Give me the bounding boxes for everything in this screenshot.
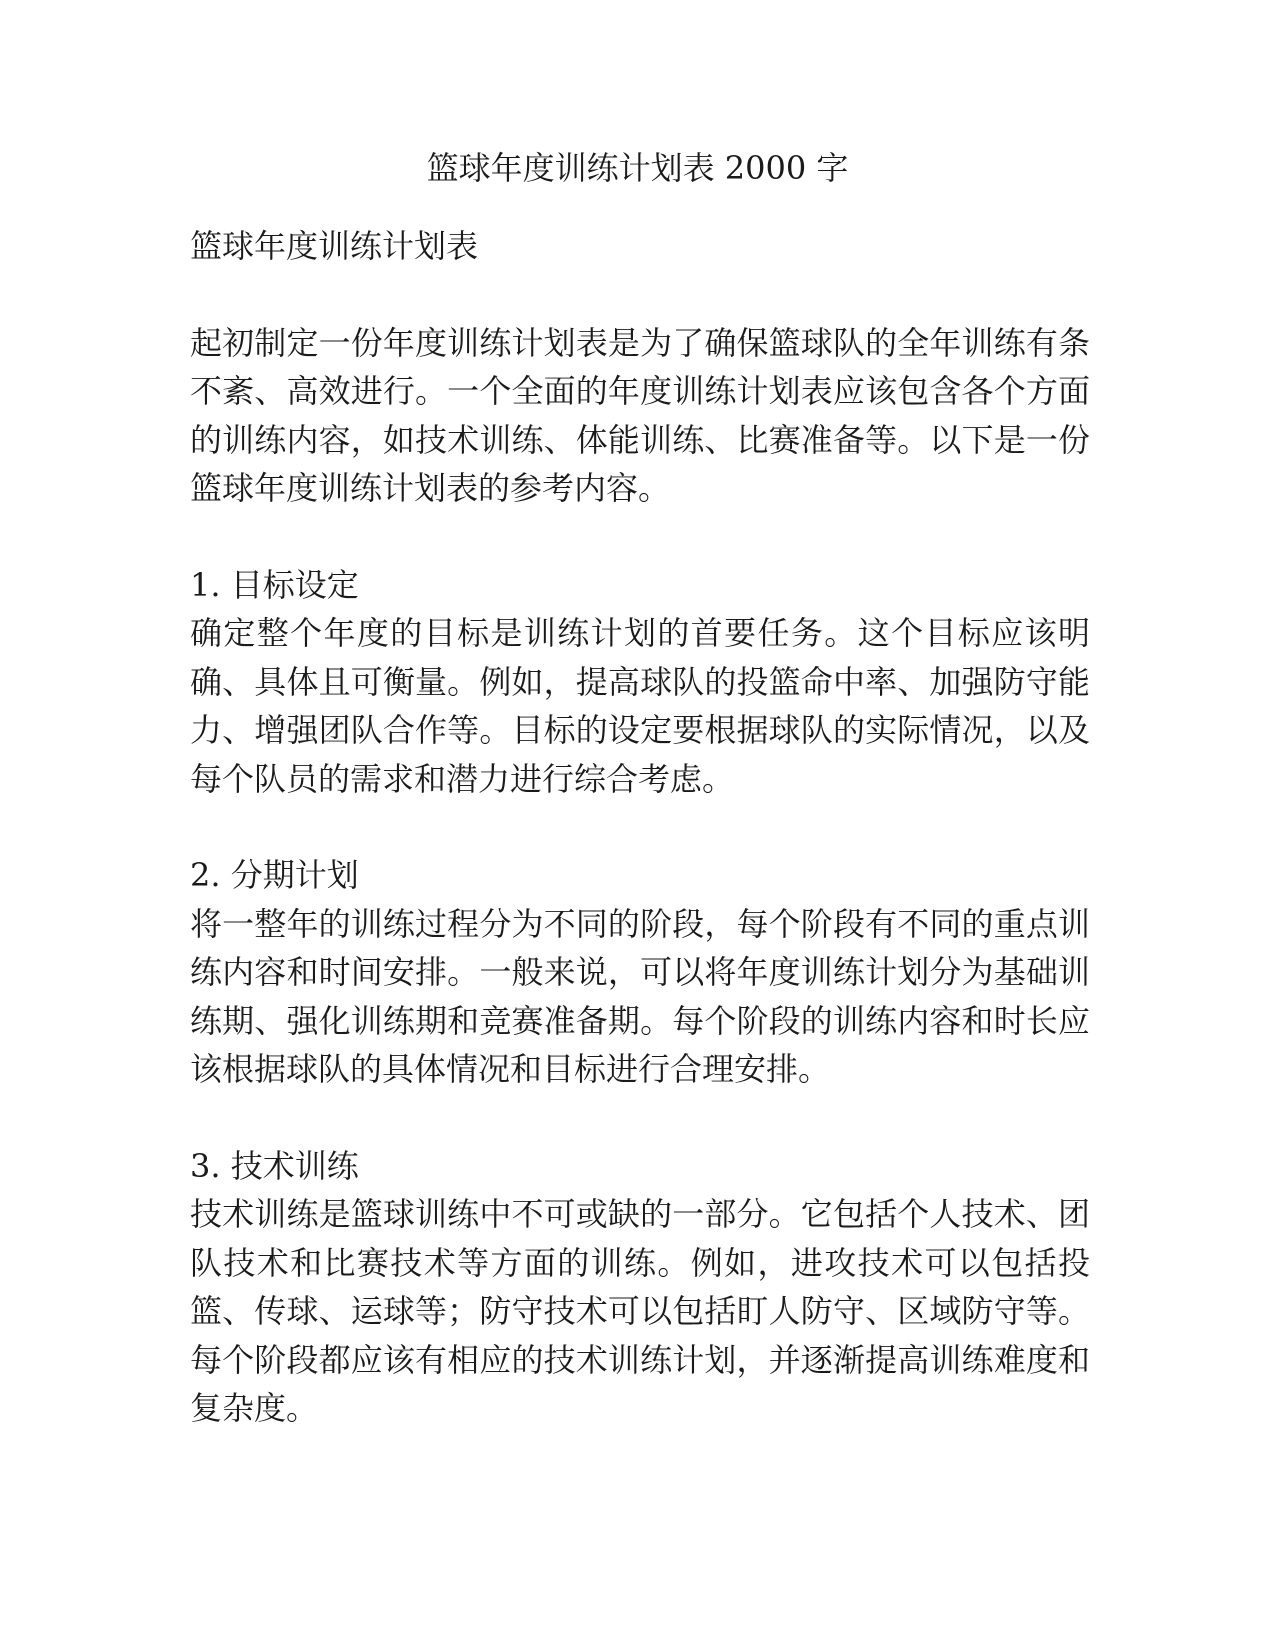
section-paragraph: 技术训练是篮球训练中不可或缺的一部分。它包括个人技术、团队技术和比赛技术等方面的训练。例如，进攻技术可以包括投篮、传球、运球等；防守技术可以包括盯人防守、区域防守等。每个阶段都应该有相应的技术训练计划，并逐渐提高训练难度和复杂度。: [190, 1195, 1090, 1427]
section-heading: 1. 目标设定: [190, 565, 359, 604]
document-title: 篮球年度训练计划表 2000 字: [426, 149, 849, 187]
section-paragraph: 确定整个年度的目标是训练计划的首要任务。这个目标应该明确、具体且可衡量。例如，提高球队的投篮命中率、加强防守能力、增强团队合作等。目标的设定要根据球队的实际情况，以及每个队员的需求和潜力进行综合考虑。: [190, 614, 1090, 798]
section-technical-training: [190, 1142, 1090, 1433]
document-subtitle: 篮球年度训练计划表: [190, 227, 479, 265]
section-heading: 2. 分期计划: [190, 856, 359, 894]
section-heading: 3. 技术训练: [190, 1146, 359, 1185]
section-phased-plan: [190, 851, 1090, 1094]
intro-paragraph: 起初制定一份年度训练计划表是为了确保篮球队的全年训练有条不紊、高效进行。一个全面的年度训练计划表应该包含各个方面的训练内容，如技术训练、体能训练、比赛准备等。以下是一份篮球年度训练计划表的参考内容。: [190, 323, 1090, 507]
section-goal-setting: [190, 561, 1090, 804]
document-body: [190, 222, 1090, 1481]
section-paragraph: 将一整年的训练过程分为不同的阶段，每个阶段有不同的重点训练内容和时间安排。一般来说，可以将年度训练计划分为基础训练期、强化训练期和竞赛准备期。每个阶段的训练内容和时长应该根据球队的具体情况和目标进行合理安排。: [190, 904, 1090, 1088]
